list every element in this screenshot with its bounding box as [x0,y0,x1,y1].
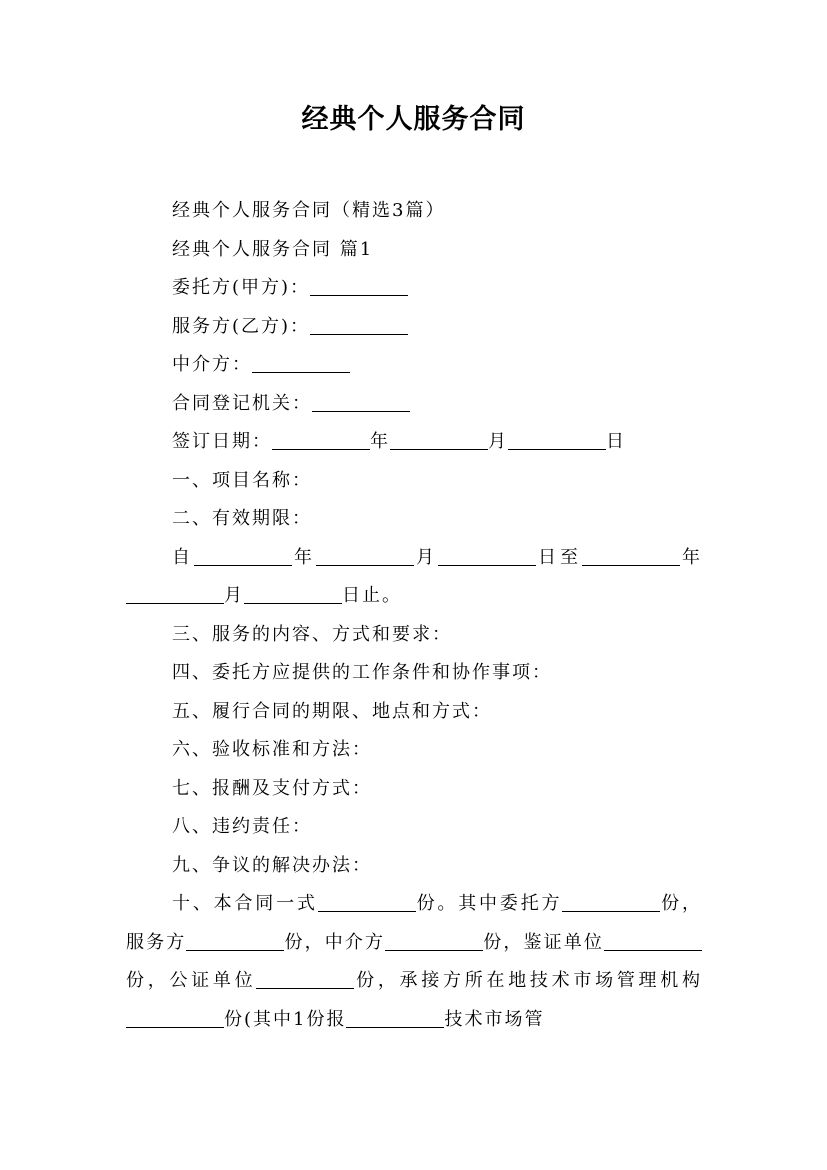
date-text: 日 [606,431,626,452]
body-text: 份，中介方 [284,931,386,953]
date-text: 年 [680,546,702,568]
blank-line [186,932,284,951]
blank-line [256,970,354,989]
field-intermediary [126,346,702,385]
body-text: 份，承接方所在地技术市场管理机构 [354,970,703,991]
field-label: 中介方： [172,354,252,375]
body-text: 份，鉴证单位 [483,931,604,953]
date-text: 年 [292,546,316,568]
date-text: 自 [172,546,194,568]
date-text: 月 [488,431,508,452]
blank-line [310,316,408,335]
field-label: 服务方(乙方)： [172,315,311,337]
blank-line [316,547,414,566]
body-text: 份(其中1份报 [224,1008,347,1030]
field-signing-date [126,423,702,462]
paragraph-part-heading: 经典个人服务合同 篇1 [172,238,374,260]
body-text: 份，公证单位 [126,970,257,991]
section-heading: 二、有效期限： [172,508,312,529]
date-text: 月 [224,585,244,606]
blank-line [312,393,410,412]
date-text: 月 [414,546,438,568]
copies-paragraph [126,885,702,1039]
section-heading: 六、验收标准和方法： [172,739,372,760]
section-heading: 一、项目名称： [172,469,312,491]
blank-line [508,431,606,450]
body-text: 份。其中委托方 [415,893,563,914]
field-client [126,269,702,308]
section-heading: 七、报酬及支付方式： [172,777,372,799]
blank-line [318,893,416,912]
field-registration-authority [126,385,702,424]
blank-line [272,431,370,450]
blank-line [126,585,224,604]
blank-line [385,932,483,951]
section-heading: 九、争议的解决办法： [172,854,372,876]
document-body [126,192,702,1039]
body-text: 技术市场管 [444,1008,545,1030]
blank-line [390,431,488,450]
date-text: 年 [370,431,390,452]
blank-line [346,1009,444,1028]
paragraph-subtitle: 经典个人服务合同（精选3篇） [172,200,446,221]
field-label: 合同登记机关： [172,392,312,414]
field-label: 签订日期： [172,431,272,452]
date-text: 日止。 [342,585,402,606]
blank-line [126,1009,224,1028]
blank-line [310,277,408,296]
blank-line [244,585,342,604]
blank-line [582,547,680,566]
body-text: 十、本合同一式 [172,893,318,914]
blank-line [252,354,350,373]
blank-line [562,893,660,912]
date-text: 日至 [536,546,582,568]
section-heading: 五、履行合同的期限、地点和方式： [172,700,492,722]
field-label: 委托方(甲方)： [172,277,311,298]
blank-line [194,547,292,566]
section-heading: 八、违约责任： [172,816,312,837]
blank-line [438,547,536,566]
section-heading: 三、服务的内容、方式和要求： [172,623,452,645]
body-text: 份，服务方 [126,893,703,953]
blank-line [604,932,702,951]
document-title: 经典个人服务合同 [301,104,526,135]
validity-period-paragraph [126,539,702,616]
field-provider [126,308,702,347]
section-heading: 四、委托方应提供的工作条件和协作事项： [172,662,552,683]
